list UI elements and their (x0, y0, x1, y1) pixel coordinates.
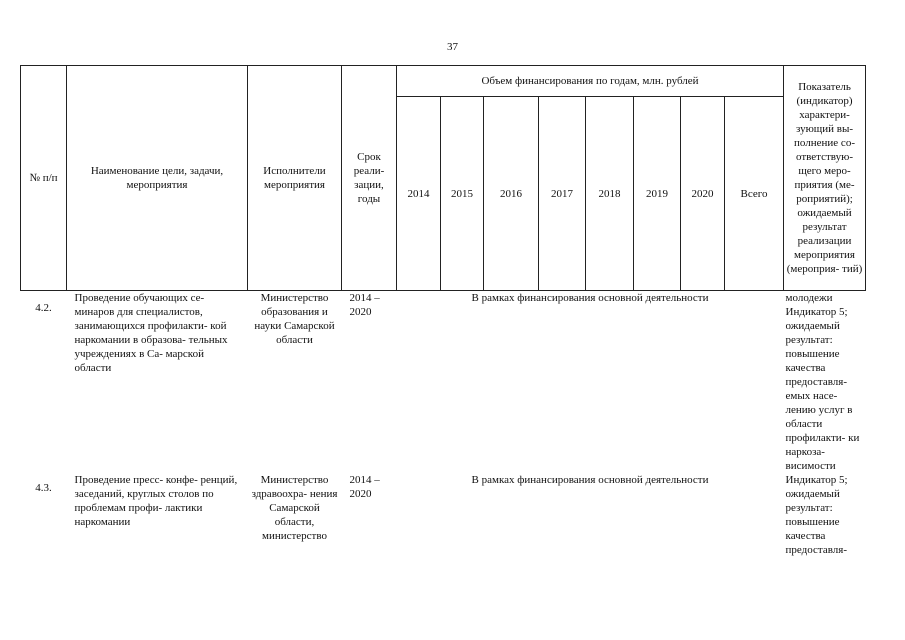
measure-name: Проведение обучающих се- минаров для специалистов, занимающихся профилакти- кой наркомании в образова- тельных учреждениях в Са- марской области (74, 292, 228, 374)
header-year-2019: 2019 (634, 97, 681, 291)
measure-executor: Министерство образования и науки Самарской области (254, 292, 335, 346)
header-funding: Объем финансирования по годам, млн. рублей (397, 66, 784, 97)
measure-funding: В рамках финансирования основной деятельности (471, 292, 709, 304)
measure-indicator: Индикатор 5; ожидаемый результат: повышение качества предоставля- (785, 474, 848, 556)
header-year-2018: 2018 (586, 97, 634, 291)
header-indicator: Показатель (индикатор) характери- зующий вы- полнение со- ответствую- щего меро- приятия (ме- роприятий); ожидаемый результат реализации мероприятия (мероприя- тий) (784, 66, 866, 291)
header-year-2020: 2020 (681, 97, 725, 291)
measure-term: 2014 – 2020 (349, 292, 380, 318)
table-row (21, 291, 866, 474)
row-number: 4.3. (35, 482, 52, 494)
measure-name: Проведение пресс- конфе- ренций, заседаний, круглых столов по проблемам профи- лактики наркомании (74, 474, 238, 528)
program-table (20, 65, 866, 557)
header-year-2017: 2017 (539, 97, 586, 291)
measure-indicator: молодежи Индикатор 5; ожидаемый результат: повышение качества предоставля- емых насе- лению услуг в области профилакти- ки наркоза- висимости (785, 292, 860, 472)
measure-funding: В рамках финансирования основной деятельности (471, 474, 709, 486)
header-year-2016: 2016 (484, 97, 539, 291)
header-executors: Исполнители мероприятия (248, 66, 342, 291)
header-total: Всего (725, 97, 784, 291)
header-term: Срок реали- зации, годы (342, 66, 397, 291)
page-number: 37 (447, 41, 458, 53)
table-row (21, 473, 866, 557)
header-year-2014: 2014 (397, 97, 441, 291)
header-num: № п/п (21, 66, 67, 291)
measure-term: 2014 – 2020 (349, 474, 380, 500)
header-year-2015: 2015 (441, 97, 484, 291)
header-name: Наименование цели, задачи, мероприятия (67, 66, 248, 291)
measure-executor: Министерство здравоохра- нения Самарской области, министерство (251, 474, 338, 542)
row-number: 4.2. (35, 302, 52, 314)
